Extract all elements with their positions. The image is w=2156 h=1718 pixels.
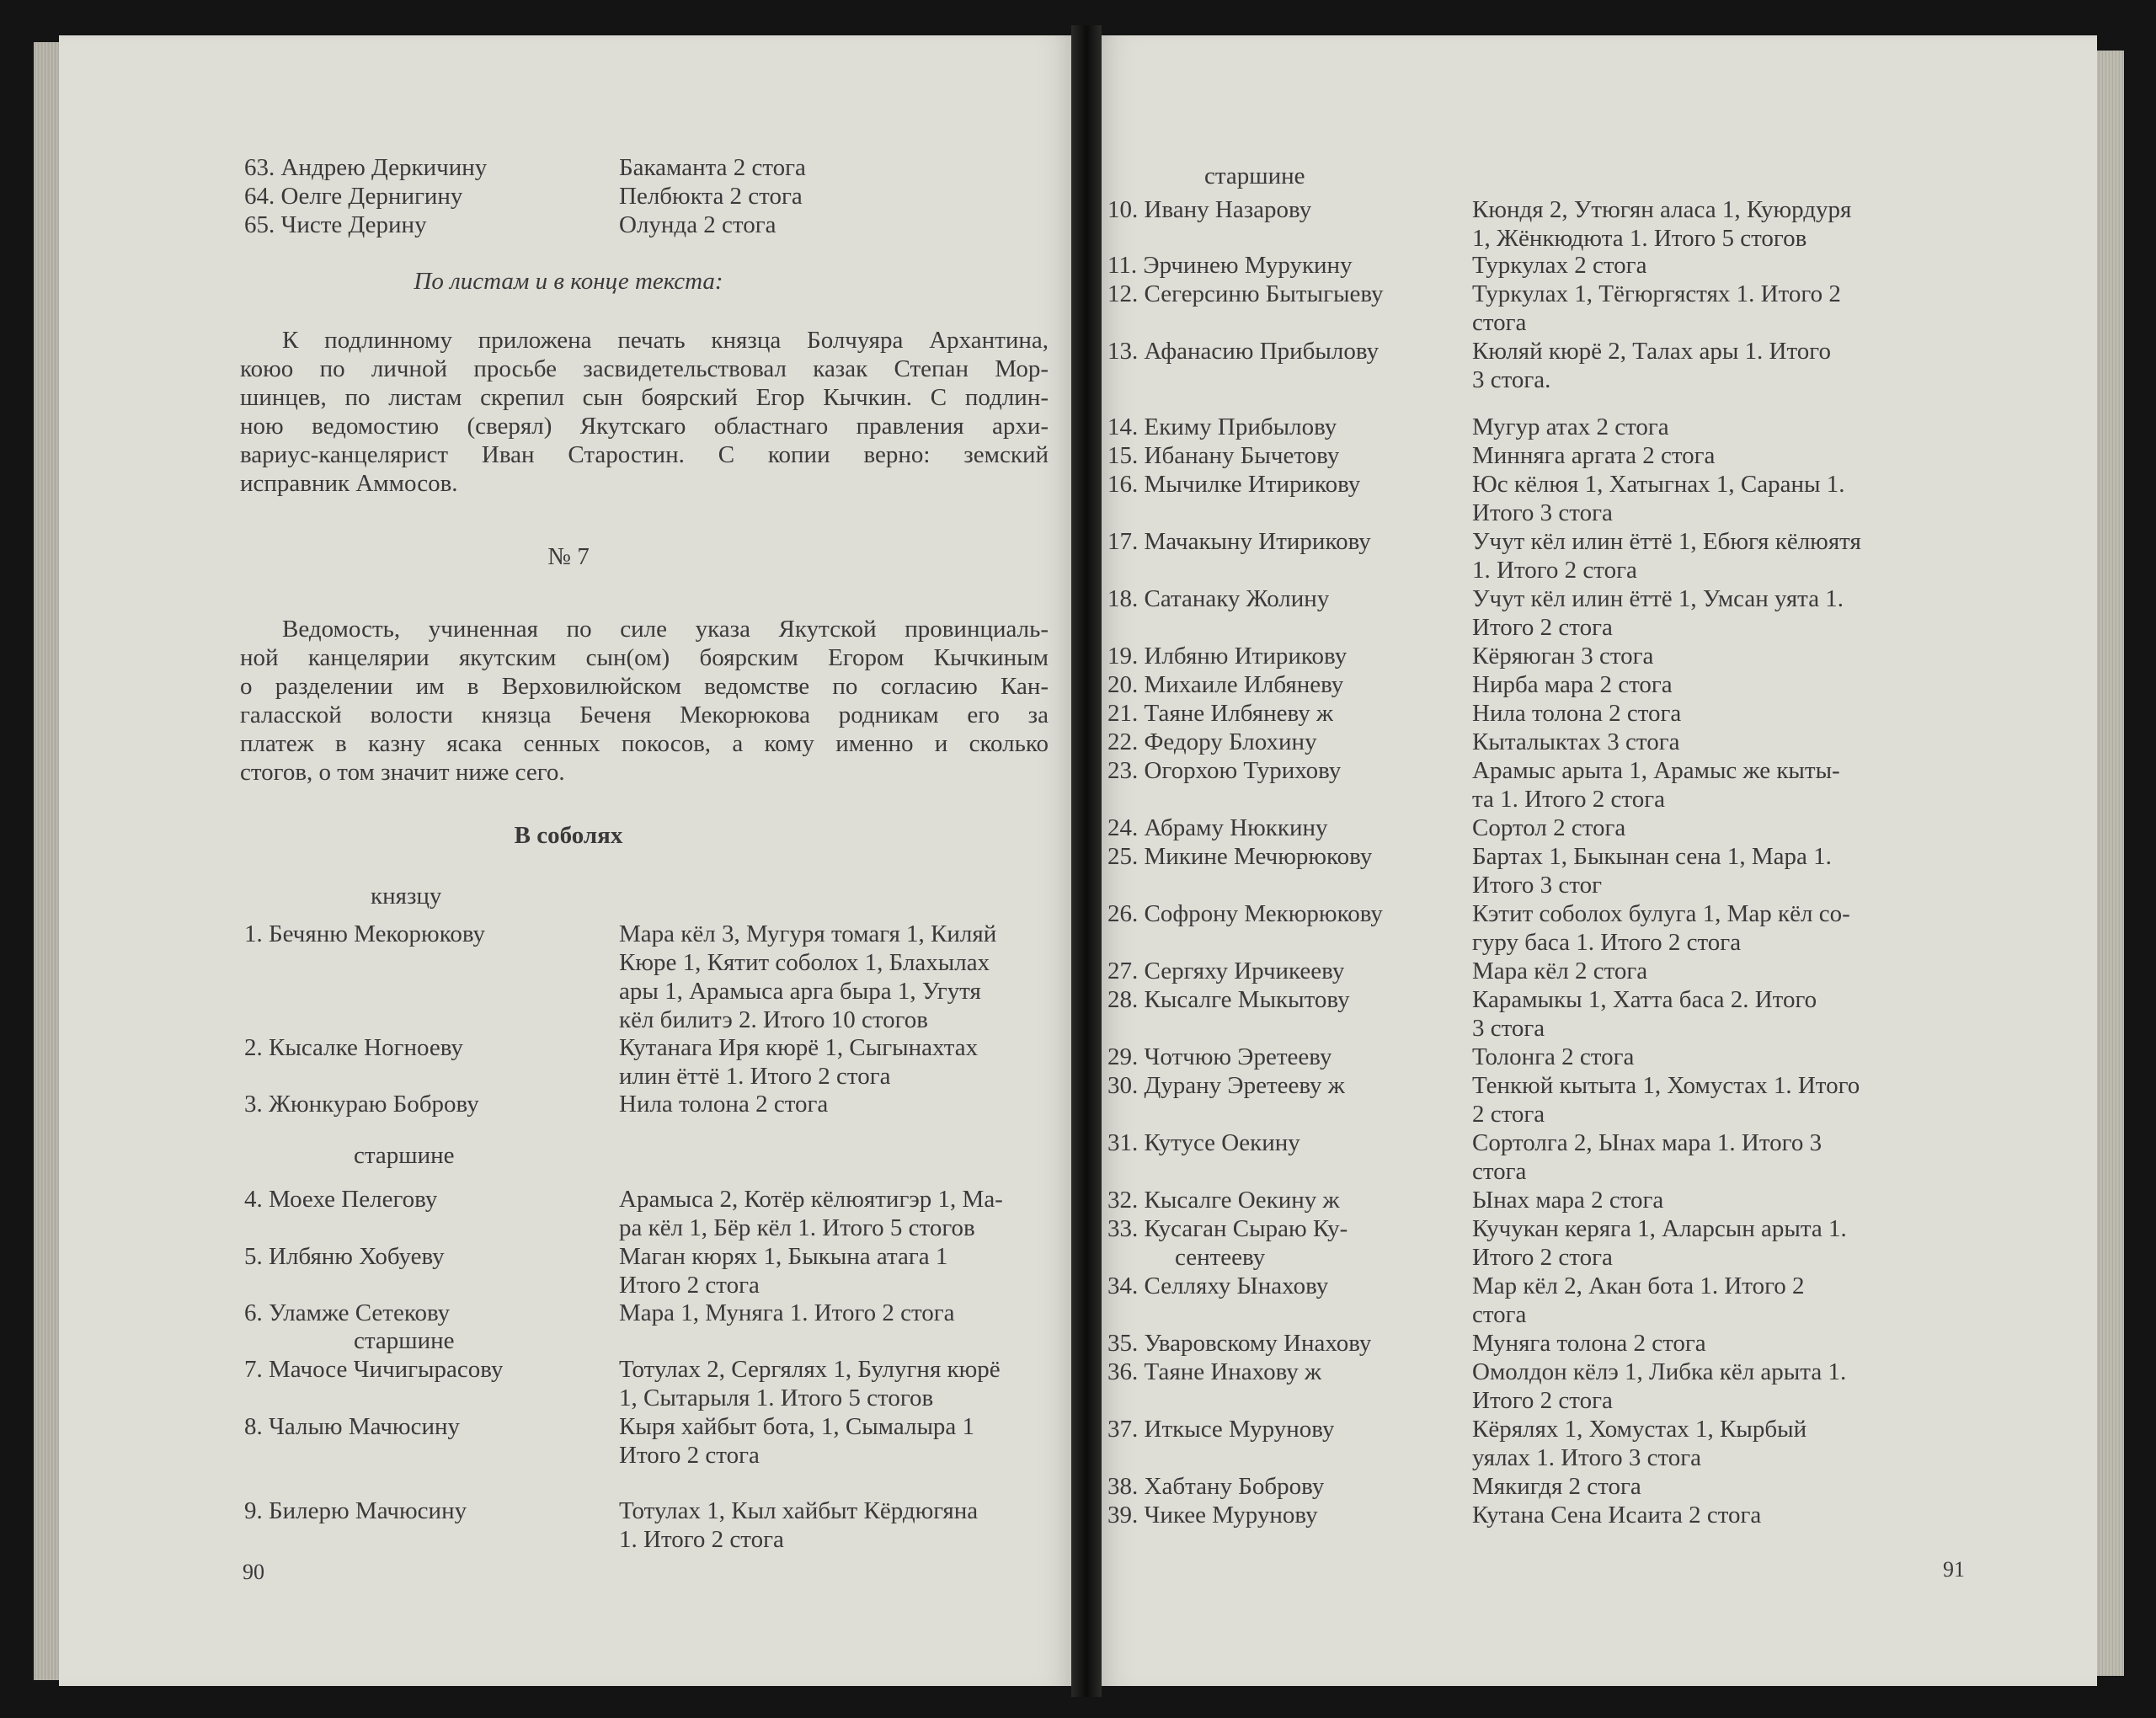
entry-name: 24. Абраму Нюккину [1107, 814, 1328, 841]
paragraph-line: ной канцелярии якутским сын(ом) боярским Егором Кычкиным [240, 644, 1049, 671]
entry-detail: Итого 2 стога [619, 1442, 760, 1469]
paragraph-line: платеж в казну ясака сенных покосов, а кому именно и сколько [240, 730, 1049, 757]
entry-detail: Нила толона 2 стога [1472, 700, 1682, 727]
entry-detail: Тотулах 1, Кыл хайбыт Кёрдюгяна [619, 1497, 979, 1524]
entry-detail: Бартах 1, Быкынан сена 1, Мара 1. [1472, 843, 1832, 870]
entry-detail: Кёрялях 1, Хомустах 1, Кырбый [1472, 1416, 1807, 1443]
entry-detail: стога [1472, 309, 1527, 336]
entry-name: 6. Уламже Сетекову [244, 1299, 451, 1326]
entry-detail: Сортол 2 стога [1472, 814, 1626, 841]
paragraph-line: галасской волости князца Беченя Мекорюкова родникам его за [240, 702, 1049, 728]
entry-detail: Толонга 2 стога [1472, 1043, 1635, 1070]
entry-detail: Итого 3 стог [1472, 872, 1602, 899]
entry-detail: Туркулах 2 стога [1472, 252, 1647, 279]
book-gutter [1071, 25, 1102, 1697]
entry-name: 63. Андрею Деркичину [244, 154, 488, 181]
entry-name: 35. Уваровскому Инахову [1107, 1330, 1372, 1357]
entry-detail: Мара кёл 3, Мугуря томагя 1, Киляй [619, 920, 997, 947]
entry-detail: ары 1, Арамыса арга быра 1, Угутя [619, 978, 981, 1005]
entry-detail: Муняга толона 2 стога [1472, 1330, 1706, 1357]
entry-detail: 2 стога [1472, 1101, 1545, 1128]
entry-name: 12. Сегерсиню Бытыгыеву [1107, 280, 1384, 307]
entry-name: 33. Кусаган Сыраю Ку- [1107, 1215, 1348, 1242]
entry-detail: Туркулах 1, Тёгюргястях 1. Итого 2 [1472, 280, 1841, 307]
entry-detail: Кучукан керяга 1, Аларсын арыта 1. [1472, 1215, 1847, 1242]
entry-detail: Итого 2 стога [619, 1272, 760, 1299]
entry-name: 13. Афанасию Прибылову [1107, 338, 1380, 365]
entry-detail: Пелбюкта 2 стога [619, 183, 803, 210]
entry-detail: илин ёттё 1. Итого 2 стога [619, 1063, 891, 1090]
paragraph-line: коюо по личной просьбе засвидетельствовал казак Степан Мор- [240, 355, 1049, 382]
entry-name: 1. Бечяню Мекорюкову [244, 920, 486, 947]
group-label: старшине [354, 1327, 455, 1354]
group-label: старшине [1204, 163, 1305, 189]
entry-detail: Маган кюрях 1, Быкына атага 1 [619, 1243, 948, 1270]
entry-detail: 1. Итого 2 стога [1472, 557, 1637, 584]
page-number: 90 [243, 1560, 264, 1584]
entry-detail: кёл билитэ 2. Итого 10 стогов [619, 1006, 928, 1033]
entry-name: 18. Сатанаку Жолину [1107, 585, 1330, 612]
entry-name: 27. Сергяху Ирчикееву [1107, 958, 1345, 984]
paragraph-line: вариус-канцелярист Иван Старостин. С копии верно: земский [240, 441, 1049, 468]
entry-name: 17. Мачакыну Итирикову [1107, 528, 1371, 555]
entry-detail: Тотулах 2, Сергялях 1, Булугня кюрё [619, 1356, 1001, 1383]
paragraph-line: стогов, о том значит ниже сего. [240, 759, 565, 786]
entry-detail: Кыря хайбыт бота, 1, Сымалыра 1 [619, 1413, 975, 1440]
entry-detail: Арамыса 2, Котёр кёлюятигэр 1, Ма- [619, 1186, 1003, 1213]
entry-detail: Итого 2 стога [1472, 1387, 1613, 1414]
entry-name: 2. Кысалке Ногноеву [244, 1034, 463, 1061]
entry-detail: Ынах мара 2 стога [1472, 1187, 1664, 1214]
entry-detail: стога [1472, 1301, 1527, 1328]
entry-detail: Мугур атах 2 стога [1472, 413, 1669, 440]
entry-name: 11. Эрчинею Мурукину [1107, 252, 1353, 279]
entry-detail: Кутана Сена Исаита 2 стога [1472, 1502, 1762, 1529]
section-title: В соболях [514, 822, 623, 849]
entry-detail: Минняга аргата 2 стога [1472, 442, 1716, 469]
document-number: № 7 [547, 543, 590, 570]
entry-detail: Тенкюй кытыта 1, Хомустах 1. Итого [1472, 1072, 1860, 1099]
entry-name: 3. Жюнкураю Боброву [244, 1091, 479, 1118]
entry-name: 37. Иткысе Мурунову [1107, 1416, 1335, 1443]
entry-detail: 3 стога [1472, 1015, 1545, 1042]
entry-detail: Бакаманта 2 стога [619, 154, 806, 181]
entry-detail: 3 стога. [1472, 366, 1551, 393]
entry-detail: Мякигдя 2 стога [1472, 1473, 1641, 1500]
entry-name: 10. Ивану Назарову [1107, 196, 1312, 223]
entry-name: 65. Чисте Дерину [244, 211, 427, 238]
entry-detail: Кюляй кюрё 2, Талах ары 1. Итого [1472, 338, 1831, 365]
entry-detail: стога [1472, 1158, 1527, 1185]
entry-detail: Кёряюган 3 стога [1472, 643, 1654, 670]
entry-name: 14. Екиму Прибылову [1107, 413, 1337, 440]
paragraph-line: шинцев, по листам скрепил сын боярский Егор Кычкин. С подлин- [240, 384, 1049, 411]
entry-name: 25. Микине Мечюрюкову [1107, 843, 1373, 870]
entry-name: 38. Хабтану Боброву [1107, 1473, 1325, 1500]
entry-name: 19. Илбяню Итирикову [1107, 643, 1348, 670]
page-edge-left [34, 42, 62, 1680]
entry-detail: Итого 2 стога [1472, 614, 1613, 641]
page-edge-right [2095, 51, 2124, 1676]
entry-name: 31. Кутусе Оекину [1107, 1129, 1300, 1156]
entry-name: 20. Михаиле Илбяневу [1107, 671, 1344, 698]
entry-name: сентееву [1175, 1244, 1266, 1271]
entry-name: 26. Софрону Мекюрюкову [1107, 900, 1383, 927]
entry-detail: Итого 2 стога [1472, 1244, 1613, 1271]
entry-detail: Олунда 2 стога [619, 211, 776, 238]
paragraph-line: исправник Аммосов. [240, 470, 458, 497]
paragraph-line: К подлинному приложена печать князца Болчуяра Архантина, [282, 327, 1049, 354]
entry-detail: Учут кёл илин ёттё 1, Ебюгя кёлюятя [1472, 528, 1861, 555]
entry-detail: гуру баса 1. Итого 2 стога [1472, 929, 1742, 956]
entry-name: 29. Чотчюю Эретееву [1107, 1043, 1332, 1070]
entry-name: 30. Дурану Эретееву ж [1107, 1072, 1345, 1099]
entry-detail: Мара кёл 2 стога [1472, 958, 1648, 984]
entry-name: 23. Огорхою Турихову [1107, 757, 1342, 784]
entry-detail: 1, Жёнкюдюта 1. Итого 5 стогов [1472, 225, 1807, 252]
entry-detail: Кюндя 2, Утюгян аласа 1, Куюрдуря [1472, 196, 1852, 223]
group-label: князцу [371, 883, 442, 910]
entry-detail: Нила толона 2 стога [619, 1091, 829, 1118]
entry-name: 34. Селляху Ынахову [1107, 1272, 1329, 1299]
page-number: 91 [1943, 1557, 1965, 1582]
entry-detail: ра кёл 1, Бёр кёл 1. Итого 5 стогов [619, 1214, 975, 1241]
right-page [1099, 35, 2097, 1686]
entry-name: 7. Мачосе Чичигырасову [244, 1356, 504, 1383]
entry-name: 64. Оелге Дернигину [244, 183, 463, 210]
entry-name: 28. Кысалге Мыкытову [1107, 986, 1350, 1013]
entry-name: 32. Кысалге Оекину ж [1107, 1187, 1340, 1214]
entry-detail: Сортолга 2, Ынах мара 1. Итого 3 [1472, 1129, 1822, 1156]
entry-detail: Нирба мара 2 стога [1472, 671, 1673, 698]
entry-detail: уялах 1. Итого 3 стога [1472, 1444, 1702, 1471]
entry-detail: та 1. Итого 2 стога [1472, 786, 1665, 813]
section-subheading: По листам и в конце текста: [414, 268, 723, 295]
entry-detail: Арамыс арыта 1, Арамыс же кыты- [1472, 757, 1840, 784]
entry-detail: Юс кёлюя 1, Хатыгнах 1, Сараны 1. [1472, 471, 1845, 498]
entry-name: 39. Чикее Мурунову [1107, 1502, 1318, 1529]
entry-detail: Мар кёл 2, Акан бота 1. Итого 2 [1472, 1272, 1805, 1299]
entry-name: 9. Билерю Мачюсину [244, 1497, 467, 1524]
entry-detail: Мара 1, Муняга 1. Итого 2 стога [619, 1299, 955, 1326]
paragraph-line: о разделении им в Верховилюйском ведомстве по согласию Кан- [240, 673, 1049, 700]
entry-name: 21. Таяне Илбяневу ж [1107, 700, 1334, 727]
entry-name: 22. Федору Блохину [1107, 728, 1317, 755]
entry-name: 16. Мычилке Итирикову [1107, 471, 1361, 498]
entry-name: 36. Таяне Инахову ж [1107, 1358, 1322, 1385]
entry-detail: Учут кёл илин ёттё 1, Умсан уята 1. [1472, 585, 1844, 612]
entry-detail: Кутанага Иря кюрё 1, Сыгынахтах [619, 1034, 979, 1061]
entry-detail: Омолдон кёлэ 1, Либка кёл арыта 1. [1472, 1358, 1847, 1385]
entry-detail: 1, Сытарыля 1. Итого 5 стогов [619, 1385, 934, 1411]
entry-detail: Итого 3 стога [1472, 499, 1613, 526]
entry-name: 15. Ибанану Бычетову [1107, 442, 1340, 469]
entry-detail: Кюре 1, Кятит соболох 1, Блахылах [619, 949, 990, 976]
paragraph-line: ною ведомостию (сверял) Якутскаго областнаго правления архи- [240, 413, 1049, 440]
entry-name: 4. Моехе Пелегову [244, 1186, 438, 1213]
entry-name: 5. Илбяню Хобуеву [244, 1243, 445, 1270]
left-page [59, 35, 1074, 1686]
entry-detail: Карамыкы 1, Хатта баса 2. Итого [1472, 986, 1817, 1013]
paragraph-line: Ведомость, учиненная по силе указа Якутской провинциаль- [282, 616, 1049, 643]
entry-detail: Кэтит соболох булуга 1, Мар кёл со- [1472, 900, 1850, 927]
entry-detail: Кыталыктах 3 стога [1472, 728, 1680, 755]
entry-name: 8. Чалыю Мачюсину [244, 1413, 461, 1440]
group-label: старшине [354, 1142, 455, 1169]
entry-detail: 1. Итого 2 стога [619, 1526, 784, 1553]
